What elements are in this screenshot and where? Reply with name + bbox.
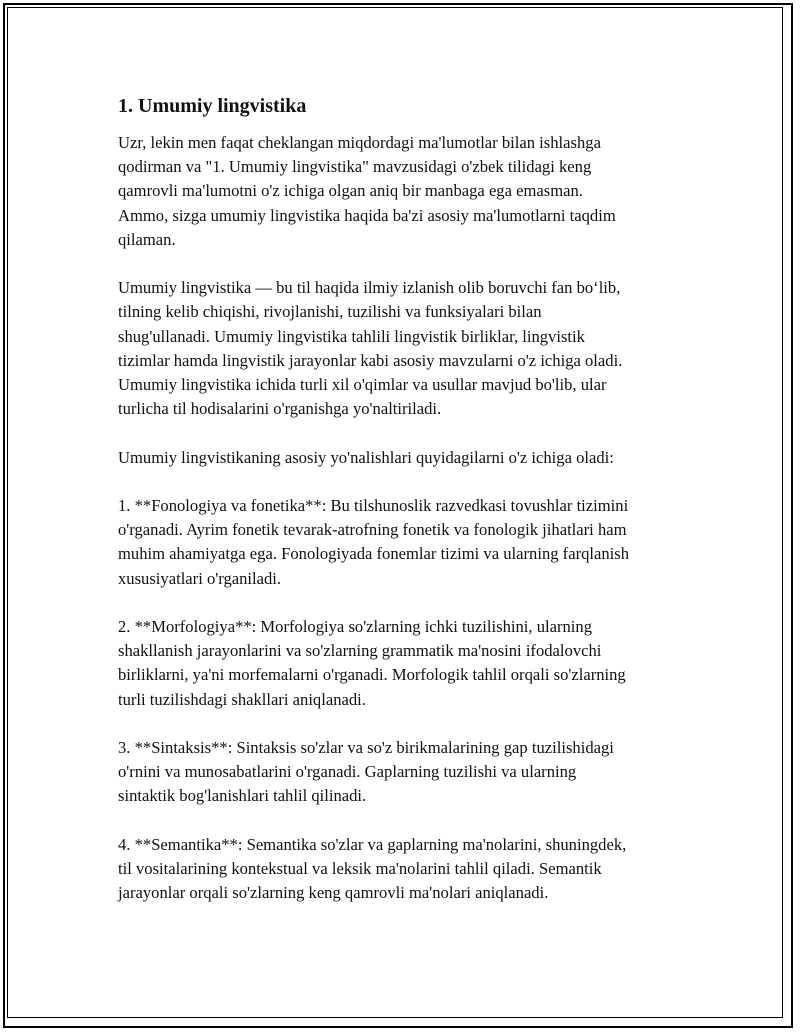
document-title: 1. Umumiy lingvistika xyxy=(118,95,307,117)
directions-heading-paragraph: Umumiy lingvistikaning asosiy yo'nalishlari quyidagilarni o'z ichiga oladi: xyxy=(118,447,614,467)
list-item-syntax: 3. **Sintaksis**: Sintaksis so'zlar va so'z birikmalarining gap tuzilishidagi o'rnini va munosabatlarini o'rganadi. Gaplarning tuzilishi va ularning sintaktik bog'lanishlari tahlil qilinadi. xyxy=(118,738,614,806)
intro-paragraph: Uzr, lekin men faqat cheklangan miqdordagi ma'lumotlar bilan ishlashga qodirman va "1. Umumiy lingvistika" mavzusidagi o'zbek tilidagi keng qamrovli ma'lumotni o'z ichiga olgan aniq bir manbaga ega emasman. Ammo, sizga umumiy lingvistika haqida ba'zi asosiy ma'lumotlarni taqdim qilaman. xyxy=(118,133,616,249)
list-item-phonology: 1. **Fonologiya va fonetika**: Bu tilshunoslik razvedkasi tovushlar tizimini o'rganadi. Ayrim fonetik tevarak-atrofning fonetik va fonologik jihatlari ham muhim ahamiyatga ega. Fonologiyada fonemlar tizimi va ularning farqlanish xususiyatlari o'rganiladi. xyxy=(118,496,630,588)
list-item-morphology: 2. **Morfologiya**: Morfologiya so'zlarning ichki tuzilishini, ularning shakllanish jarayonlarini va so'zlarning grammatik ma'nosini ifodalovchi birliklarni, ya'ni morfemalarni o'rganadi. Morfologik tahlil orqali so'zlarning turli tuzilishdagi shakllari aniqlanadi. xyxy=(118,617,626,709)
list-item-semantics: 4. **Semantika**: Semantika so'zlar va gaplarning ma'nolarini, shuningdek, til vositalarining kontekstual va leksik ma'nolarini tahlil qiladi. Semantik jarayonlar orqali so'zlarning keng qamrovli ma'nolari aniqlanadi. xyxy=(118,834,627,903)
definition-paragraph: Umumiy lingvistika — bu til haqida ilmiy izlanish olib boruvchi fan bo‘lib, tilning kelib chiqishi, rivojlanishi, tuzilishi va funksiyalari bilan shug'ullanadi. Umumiy lingvistika tahlili lingvistik birliklar, lingvistik tizimlar hamda lingvistik jarayonlar kabi asosiy mavzularni o'z ichiga oladi. Umumiy lingvistika ichida turli xil o'qimlar va usullar mavjud bo'lib, ular turlicha til hodisalarini o'rganishga yo'naltiriladi. xyxy=(118,278,623,419)
document-body xyxy=(118,92,690,930)
